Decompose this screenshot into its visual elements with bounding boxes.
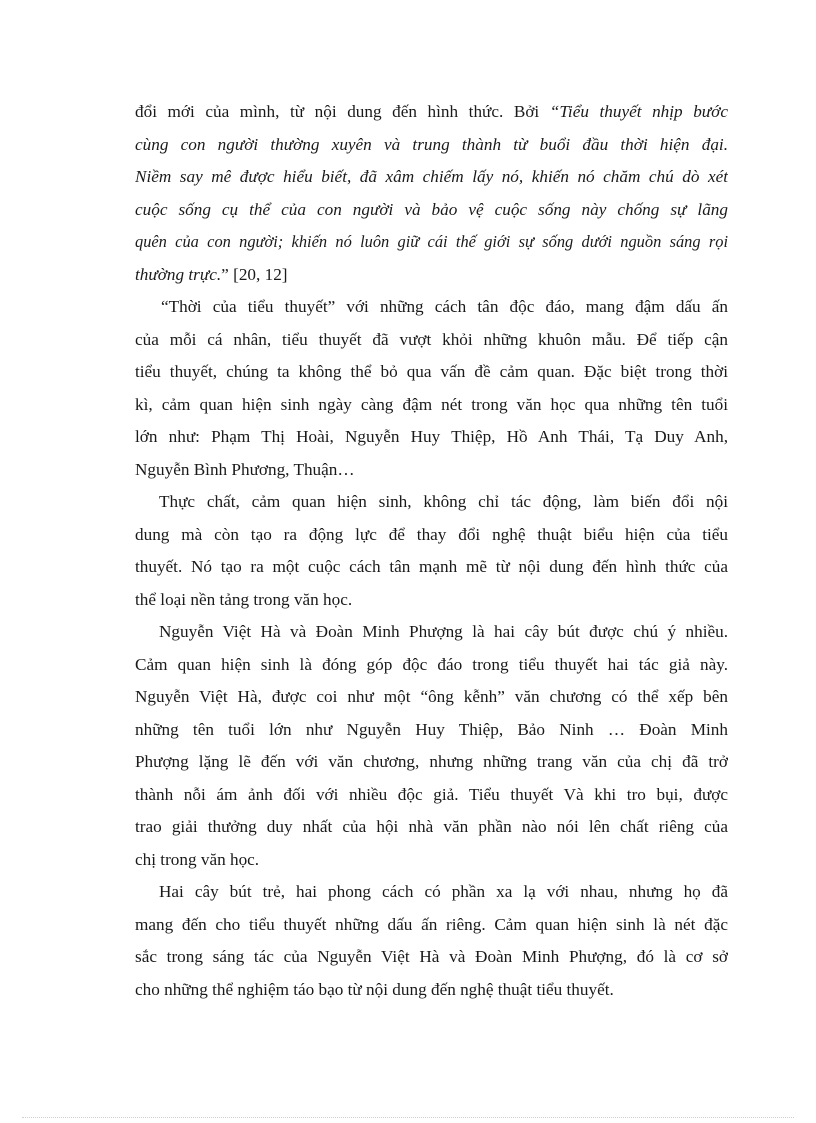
quote-line: cùng con người thường xuyên và trung thành từ buổi đầu thời hiện đại. bbox=[135, 134, 728, 154]
quote-line: Niềm say mê được hiểu biết, đã xâm chiếm lấy nó, khiến nó chăm chú dò xét bbox=[135, 167, 728, 186]
text-line: “Thời của tiểu thuyết” với những cách tân độc đáo, mang đậm dấu ấn bbox=[161, 297, 728, 316]
quote-span: thường trực. bbox=[135, 264, 222, 284]
text-line: Cảm quan hiện sinh là đóng góp độc đáo trong tiểu thuyết hai tác giả này. bbox=[135, 654, 728, 674]
quote-line: cuộc sống cụ thể của con người và bảo vệ cuộc sống này chống sự lãng bbox=[135, 199, 728, 219]
text-line: Thực chất, cảm quan hiện sinh, không chỉ tác động, làm biến đổi nội bbox=[159, 492, 728, 511]
text-line bbox=[135, 259, 728, 292]
text-line: lớn như: Phạm Thị Hoài, Nguyễn Huy Thiệp, Hồ Anh Thái, Tạ Duy Anh, bbox=[135, 427, 728, 446]
paragraph-2 bbox=[135, 291, 728, 486]
text-line: tiểu thuyết, chúng ta không thể bỏ qua vấn đề cảm quan. Đặc biệt trong thời bbox=[135, 362, 728, 381]
text-line: Phượng lặng lẽ đến với văn chương, nhưng những trang văn của chị đã trở bbox=[135, 752, 728, 771]
text-line: Nguyễn Bình Phương, Thuận… bbox=[135, 459, 355, 479]
quote-span: “Tiểu thuyết nhịp bước bbox=[549, 102, 728, 121]
text-line: thể loại nền tảng trong văn học. bbox=[135, 589, 353, 609]
text-line: những tên tuổi lớn như Nguyễn Huy Thiệp, Bảo Ninh … Đoàn Minh bbox=[135, 719, 728, 739]
document-body bbox=[135, 96, 728, 1006]
citation: ” [20, 12] bbox=[221, 264, 288, 284]
text-line: của mỗi cá nhân, tiểu thuyết đã vượt khỏi những khuôn mẫu. Để tiếp cận bbox=[135, 329, 728, 349]
text-line: dung mà còn tạo ra động lực để thay đổi nghệ thuật biểu hiện của tiểu bbox=[135, 524, 728, 544]
paragraph-5 bbox=[135, 876, 728, 1006]
text-line: chị trong văn học. bbox=[135, 849, 260, 869]
page-bottom-divider bbox=[22, 1117, 794, 1118]
text-line: trao giải thưởng duy nhất của hội nhà văn phần nào nói lên chất riêng của bbox=[135, 817, 728, 836]
text-line: cho những thể nghiệm táo bạo từ nội dung đến nghệ thuật tiểu thuyết. bbox=[135, 979, 614, 999]
text-line: Hai cây bút trẻ, hai phong cách có phần xa lạ với nhau, nhưng họ đã bbox=[159, 882, 728, 901]
text-line: mang đến cho tiểu thuyết những dấu ấn riêng. Cảm quan hiện sinh là nét đặc bbox=[135, 914, 728, 934]
text-line: Nguyễn Việt Hà và Đoàn Minh Phượng là hai cây bút được chú ý nhiều. bbox=[159, 622, 728, 641]
text-line: Nguyễn Việt Hà, được coi như một “ông kễnh” văn chương có thể xếp bên bbox=[135, 687, 728, 706]
quote-line: quên của con người; khiến nó luôn giữ cái thế giới sự sống dưới nguồn sáng rọi bbox=[135, 232, 728, 251]
text-line: kì, cảm quan hiện sinh ngày càng đậm nét trong văn học qua những tên tuổi bbox=[135, 394, 728, 414]
paragraph-4 bbox=[135, 616, 728, 876]
paragraph-3 bbox=[135, 486, 728, 616]
paragraph-1 bbox=[135, 96, 728, 291]
text-line: thành nỗi ám ảnh đối với nhiều độc giả. Tiểu thuyết Và khi tro bụi, được bbox=[135, 784, 728, 804]
text-span: đổi mới của mình, từ nội dung đến hình thức. Bởi bbox=[135, 102, 550, 121]
text-line: sắc trong sáng tác của Nguyễn Việt Hà và Đoàn Minh Phượng, đó là cơ sở bbox=[135, 947, 728, 966]
text-line bbox=[135, 96, 728, 129]
text-line: thuyết. Nó tạo ra một cuộc cách tân mạnh mẽ từ nội dung đến hình thức của bbox=[135, 557, 728, 576]
